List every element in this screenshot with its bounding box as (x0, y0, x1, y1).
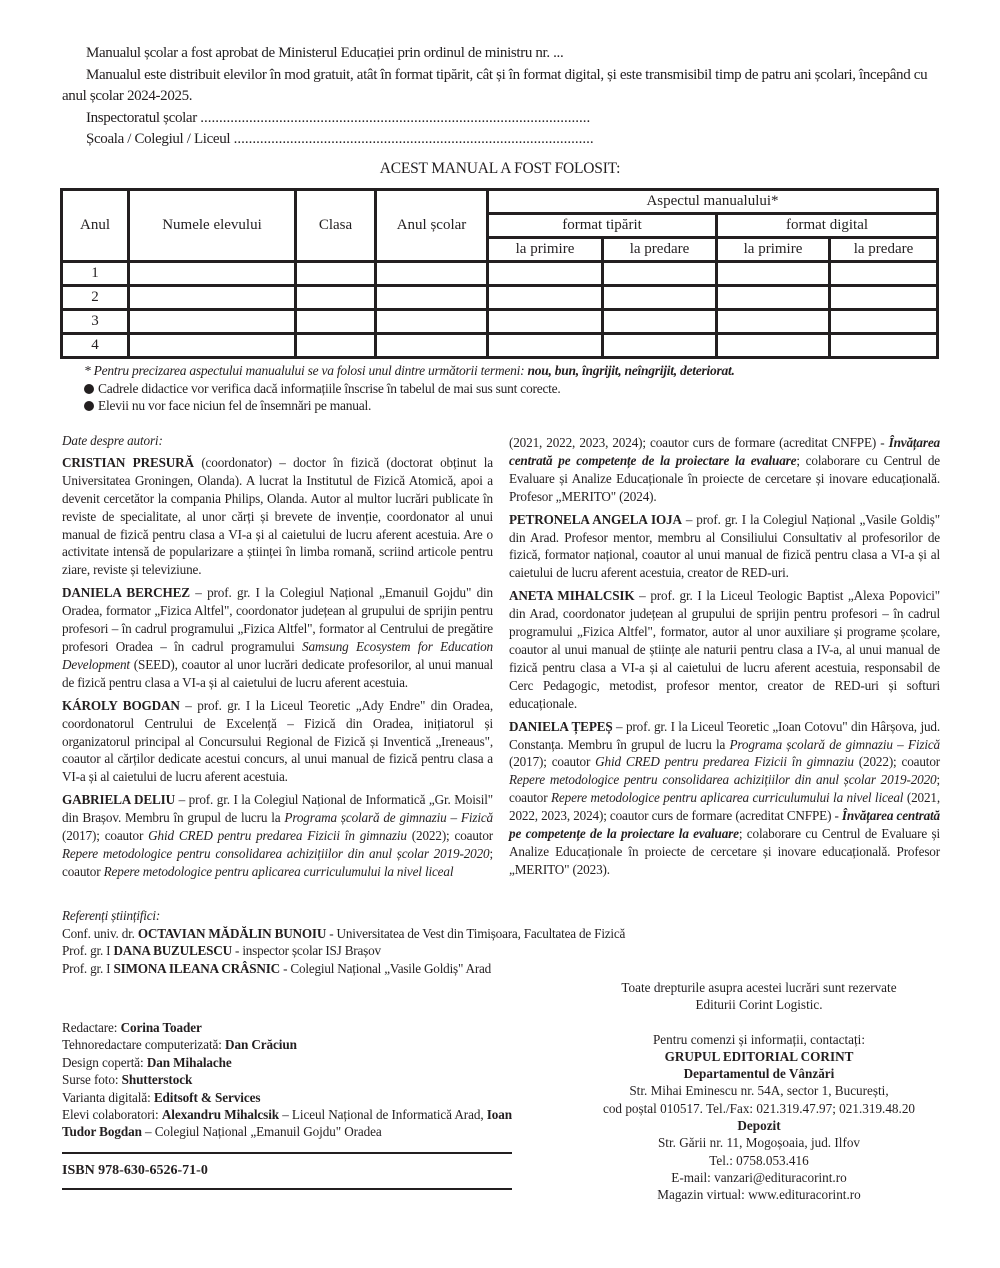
header-digital-return: la predare (830, 238, 938, 262)
rights-line-1: Toate drepturile asupra acestei lucrări sunt rezervate (621, 980, 897, 995)
cell-printed-return (603, 262, 717, 286)
bullet-icon (84, 384, 94, 394)
author-text-italic: Ghid CRED pentru predarea Fizicii în gimnaziu (595, 754, 854, 770)
author-text-italic: Repere metodologice pentru aplicarea curriculumului la nivel liceal (103, 863, 454, 879)
credit-label: Varianta digitală: (62, 1089, 154, 1105)
cell-student-name (129, 310, 296, 334)
author-text: (SEED), coautor al unor lucrări dedicate profesorilor, al unui manual de fizică pentru clasa a VI-a și al caietului de lucru aferent acestuia. (62, 656, 493, 690)
rights-line-2: Editurii Corint Logistic. (695, 997, 823, 1013)
cell-printed-return (603, 310, 717, 334)
cell-printed-receipt (488, 334, 603, 358)
author-bio (62, 454, 493, 579)
referee-line (62, 942, 762, 960)
intro-section (62, 43, 942, 151)
row-year: 3 (62, 310, 129, 334)
author-text-italic: Repere metodologice pentru consolidarea achizițiilor din anul școlar 2019-2020 (509, 772, 937, 788)
footnote-terms: nou, bun, îngrijit, neîngrijit, deteriorat. (527, 363, 735, 378)
author-bio (509, 718, 940, 879)
author-text: (2021, 2022, 2023, 2024); coautor curs de formare (acreditat CNFPE) - (509, 435, 889, 450)
cell-digital-return (830, 334, 938, 358)
distribution-text: Manualul este distribuit elevilor în mod gratuit, atât în format tipărit, cât și în format digital, și este transmisibil timp de patru ani școlari, începând cu anul școlar 2024-2025. (62, 66, 928, 104)
usage-table-title: ACEST MANUAL A FOST FOLOSIT: (379, 160, 621, 177)
cell-student-name (129, 286, 296, 310)
credit-school: – Colegiul Național „Emanuil Gojdu" Oradea (141, 1124, 382, 1140)
referee-title: Conf. univ. dr. (62, 925, 138, 941)
author-text-bold-italic: Învățarea centrată pe competențe de la proiectare la evaluare (509, 435, 940, 468)
referee-affiliation: - inspector școlar ISJ Brașov (231, 943, 381, 958)
author-name: CRISTIAN PRESURĂ (62, 454, 194, 470)
inspectorate-blank: ........................................................................................................ (200, 109, 591, 126)
author-bio (62, 584, 493, 691)
author-text: ; coautor (62, 845, 493, 879)
row-year: 1 (62, 262, 129, 286)
credit-typesetting (62, 1036, 512, 1053)
row-year: 2 (62, 286, 129, 310)
credit-editing (62, 1019, 512, 1036)
cell-school-year (376, 334, 488, 358)
author-name: KÁROLY BOGDAN (62, 697, 180, 713)
author-text: (2022); coautor (853, 754, 941, 770)
header-year: Anul (62, 190, 129, 262)
credit-cover (62, 1054, 512, 1071)
author-text: ; colaborare cu Centrul de Evaluare și Analize Educaționale în proiecte de cercetare și inovare educațională. Profesor „MERITO" (2023). (509, 826, 940, 877)
school-line (62, 129, 942, 151)
inspectorate-line (62, 108, 942, 130)
footnote-prefix: * Pentru precizarea aspectului manualului se va folosi unul dintre următorii termeni: (84, 363, 528, 378)
divider-top (62, 1152, 512, 1154)
credit-value: Corina Toader (120, 1020, 202, 1035)
referee-title: Prof. gr. I (62, 943, 114, 958)
cell-printed-receipt (488, 286, 603, 310)
credit-value: Shutterstock (121, 1072, 193, 1088)
cell-digital-receipt (717, 310, 830, 334)
note-bullet-1 (84, 380, 884, 398)
header-printed-return: la predare (603, 238, 717, 262)
credit-students (62, 1106, 512, 1141)
header-school-year: Anul școlar (376, 190, 488, 262)
cell-digital-return (830, 262, 938, 286)
referee-affiliation: - Universitatea de Vest din Timișoara, Facultatea de Fizică (326, 925, 626, 941)
author-text: ; coautor (509, 772, 940, 806)
school-label: Școala / Colegiul / Liceul (86, 131, 231, 147)
cell-digital-receipt (717, 262, 830, 286)
cell-printed-receipt (488, 262, 603, 286)
header-digital: format digital (717, 214, 938, 238)
author-text-italic: Programa școlară de gimnaziu – Fizică (729, 736, 940, 752)
inspectorate-label: Inspectoratul școlar (86, 109, 197, 126)
referee-affiliation: - Colegiul Național „Vasile Goldiș" Arad (280, 960, 492, 976)
depot-address: Str. Gării nr. 11, Mogoșoaia, jud. Ilfov (657, 1135, 861, 1151)
credit-value: Dan Mihalache (146, 1054, 232, 1070)
table-row (62, 334, 938, 358)
cell-school-year (376, 310, 488, 334)
cell-class (296, 334, 376, 358)
credit-value: Editsoft & Services (153, 1089, 261, 1105)
publisher-section (568, 979, 950, 1204)
author-text: – prof. gr. I la Colegiul Național de Informatică „Gr. Moisil" din Brașov. Membru în grupul de lucru la (62, 792, 493, 826)
author-text: – prof. gr. I la Liceul Teologic Baptist „Alexa Popovici" din Arad, coordonator județean al grupului de sprijin pentru profesori – în cadrul programului „Fizica Altfel", formator, autor al unor auxiliare și programe școlare, coautor al unui manual de științe ale naturii pentru clasa a IV-a, al unui manual de fizică pentru clasa a VI-a și al caietului de lucru aferent acestuia, responsabil de Cerc Pedagogic, metodist, profesor mentor, creator de RED-uri și softuri educaționale. (509, 588, 941, 711)
address-line-1: Str. Mihai Eminescu nr. 54A, sector 1, București, (629, 1083, 889, 1099)
header-printed-receipt: la primire (488, 238, 603, 262)
school-blank: ................................................................................................ (233, 131, 594, 147)
cell-student-name (129, 334, 296, 358)
header-aspect: Aspectul manualului* (488, 190, 938, 214)
header-printed: format tipărit (488, 214, 717, 238)
note-bullet-2 (84, 397, 884, 415)
author-name: DANIELA BERCHEZ (62, 585, 190, 601)
credit-label: Redactare: (62, 1020, 121, 1035)
credit-value: Ioan Tudor Bogdan (62, 1107, 512, 1140)
table-notes (84, 362, 884, 415)
email-line: E-mail: vanzari@edituracorint.ro (671, 1169, 847, 1185)
author-bio (509, 511, 940, 583)
referee-line (62, 960, 762, 978)
author-text-italic: Repere metodologice pentru aplicarea curriculumului la nivel liceal (551, 790, 904, 806)
isbn: ISBN 978-630-6526-71-0 (62, 1163, 208, 1178)
author-bio (62, 791, 493, 881)
author-text: (2022); coautor (406, 828, 494, 844)
usage-table (60, 188, 939, 359)
cell-digital-return (830, 286, 938, 310)
credit-label: Surse foto: (62, 1072, 122, 1088)
referee-name: DANA BUZULESCU (113, 943, 232, 958)
sales-department: Departamentul de Vânzări (683, 1066, 835, 1082)
referees-section (62, 907, 762, 977)
cell-school-year (376, 286, 488, 310)
header-digital-receipt: la primire (717, 238, 830, 262)
author-bio-continued (509, 434, 940, 506)
footnote (84, 362, 884, 380)
author-text: (2021, 2022, 2023, 2024); coautor curs de formare (acreditat CNFPE) - (509, 790, 941, 824)
author-text: ; colaborare cu Centrul de Evaluare și Analize Educaționale în proiecte de cercetare și inovare educațională. Profesor „MERITO" (2024). (509, 452, 940, 504)
note-text: Elevii nu vor face niciun fel de însemnări pe manual. (98, 398, 372, 413)
cell-digital-receipt (717, 286, 830, 310)
author-text-italic: Programa școlară de gimnaziu – Fizică (284, 810, 493, 826)
author-text: – prof. gr. I la Colegiul Național „Vasile Goldiș" din Arad. Profesor mentor, membru al Consiliului Consultativ al profesorilor de fizică, formator național, coautor al unui manual de fizică pentru clasa a VI-a și al caietului de lucru aferent acestuia, creator de RED-uri. (509, 511, 941, 581)
cell-printed-return (603, 286, 717, 310)
author-text-italic: Repere metodologice pentru consolidarea achizițiilor din anul școlar 2019-2020 (62, 845, 490, 861)
author-text: (2017); coautor (509, 754, 596, 770)
referee-name: SIMONA ILEANA CRÂSNIC (113, 960, 280, 976)
author-text: – prof. gr. I la Colegiul Național „Emanuil Gojdu" din Oradea, formator „Fizica Altfel", coordonator județean al grupului de sprijin pentru profesori – în cadrul programului „Fizica Altfel", formator al Centrului de pregătire profesori Oradea – în cadrul programului (62, 585, 493, 654)
credit-photos (62, 1071, 512, 1088)
referee-line (62, 925, 762, 943)
cell-student-name (129, 262, 296, 286)
cell-class (296, 310, 376, 334)
header-class: Clasa (296, 190, 376, 262)
author-text: (2017); coautor (62, 828, 149, 844)
author-name: GABRIELA DELIU (62, 792, 176, 808)
depot-label: Depozit (737, 1118, 781, 1134)
table-row (62, 310, 938, 334)
cell-class (296, 286, 376, 310)
header-student-name: Numele elevului (129, 190, 296, 262)
contact-intro: Pentru comenzi și informații, contactați: (652, 1031, 866, 1047)
referee-name: OCTAVIAN MĂDĂLIN BUNOIU (137, 925, 327, 941)
publisher-group: GRUPUL EDITORIAL CORINT (664, 1048, 854, 1064)
cell-digital-return (830, 310, 938, 334)
note-text: Cadrele didactice vor verifica dacă informațiile înscrise în tabelul de mai sus sunt corecte. (98, 380, 561, 396)
author-text: – prof. gr. I la Liceul Teoretic „Ady Endre" din Oradea, coordonatorul Centrului de Excelență – Fizică din Oradea, inițiatorul și organizatorul principal al Concursului Regional de Fizică și Inventică „Ireneaus", coautor al cărților dedicate acestui concurs, al unui manual de fizică pentru clasa a VI-a și al caietului de lucru aferent acestuia. (62, 697, 493, 785)
credit-label: Tehnoredactare computerizată: (62, 1037, 226, 1053)
credit-value: Alexandru Mihalcsik (161, 1107, 280, 1123)
cell-class (296, 262, 376, 286)
author-text-italic: Ghid CRED pentru predarea Fizicii în gimnaziu (148, 828, 407, 844)
table-row (62, 286, 938, 310)
author-bio (62, 697, 493, 787)
web-shop-line: Magazin virtual: www.edituracorint.ro (657, 1187, 861, 1203)
cell-printed-receipt (488, 310, 603, 334)
author-text: (coordonator) – doctor în fizică (doctorat obținut la Universitatea Groningen, Olanda). A lucrat la Institutul de Fizică Atomică, apoi a devenit cercetător la compania Philips, Olanda. Autor al multor lucrări publicate în reviste de specialitate, al unor cărți și brevete de invenție, coordonator al unui manual de fizică pentru clasa a VI-a și al caietului de lucru aferent acestuia. Are o activitate intensă de popularizare a științei în limba romană, scriind articole pentru ziare, reviste și televiziune. (62, 454, 493, 578)
author-text: – prof. gr. I la Liceul Teoretic „Ioan Cotovu" din Hârșova, jud. Constanța. Membru în grupul de lucru la (509, 718, 940, 752)
author-text-bold-italic: Învățarea centrată pe competențe de la proiectare la evaluare (509, 808, 940, 842)
author-name: ANETA MIHALCSIK (509, 588, 635, 604)
cell-printed-return (603, 334, 717, 358)
credit-school: – Liceul Național de Informatică Arad, (279, 1107, 487, 1123)
credit-value: Dan Crăciun (225, 1037, 297, 1053)
author-name: DANIELA ȚEPEȘ (509, 718, 613, 734)
authors-column-left (62, 432, 493, 886)
referees-label: Referenți științifici: (62, 908, 161, 923)
credit-label: Elevi colaboratori: (62, 1107, 162, 1123)
table-row (62, 262, 938, 286)
bullet-icon (84, 401, 94, 411)
cell-school-year (376, 262, 488, 286)
credit-digital (62, 1089, 512, 1106)
referee-title: Prof. gr. I (62, 960, 114, 976)
authors-label: Date despre autori: (62, 433, 163, 448)
depot-phone: Tel.: 0758.053.416 (709, 1152, 809, 1168)
address-line-2: cod poștal 010517. Tel./Fax: 021.319.47.97; 021.319.48.20 (602, 1100, 916, 1116)
approval-text: Manualul școlar a fost aprobat de Ministerul Educației prin ordinul de ministru nr. ... (86, 45, 564, 61)
cell-digital-receipt (717, 334, 830, 358)
credit-label: Design copertă: (62, 1054, 147, 1070)
author-text-italic: Samsung Ecosystem for Education Development (62, 638, 493, 672)
author-name: PETRONELA ANGELA IOJA (509, 511, 682, 527)
row-year: 4 (62, 334, 129, 358)
authors-column-right (509, 434, 940, 884)
spacer (568, 1014, 950, 1031)
credits-section (62, 1019, 512, 1141)
divider-bottom (62, 1188, 512, 1190)
author-bio (509, 587, 940, 712)
